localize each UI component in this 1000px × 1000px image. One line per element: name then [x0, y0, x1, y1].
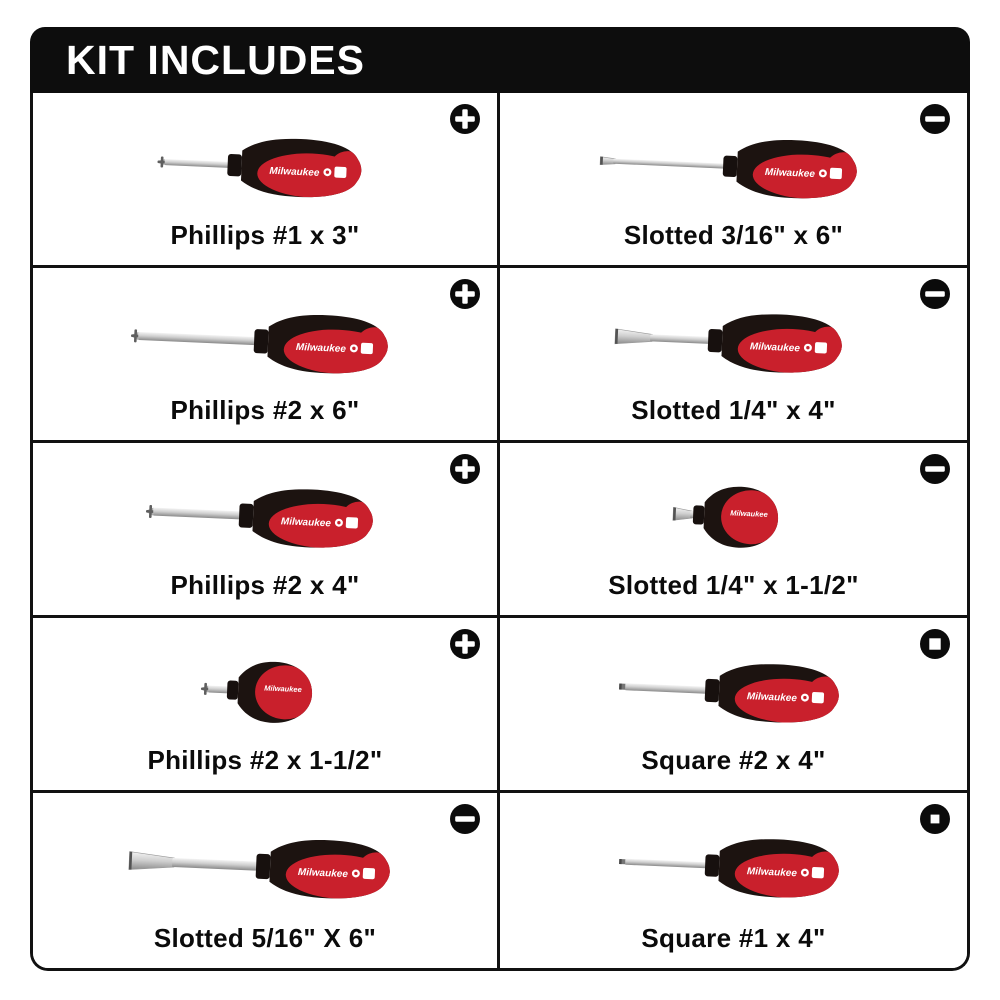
kit-item-cell	[33, 93, 500, 268]
slotted-minus-icon	[920, 279, 950, 309]
svg-text:Milwaukee: Milwaukee	[269, 165, 320, 179]
phillips-plus-icon	[450, 629, 480, 659]
phillips-plus-icon	[450, 279, 480, 309]
item-label: Phillips #2 x 1-1/2"	[147, 745, 383, 775]
svg-text:Milwaukee: Milwaukee	[764, 166, 815, 181]
kit-item-cell	[500, 443, 967, 618]
item-label: Square #2 x 4"	[641, 745, 826, 775]
kit-panel	[30, 27, 970, 971]
screwdriver-image	[669, 448, 799, 590]
phillips-plus-icon	[450, 454, 480, 484]
svg-text:Milwaukee: Milwaukee	[746, 866, 797, 880]
phillips-plus-icon	[450, 104, 480, 134]
kit-item-cell	[500, 793, 967, 968]
slotted-minus-icon	[920, 454, 950, 484]
header-title: KIT INCLUDES	[66, 36, 365, 83]
kit-item-cell	[33, 443, 500, 618]
kit-item-cell	[500, 93, 967, 268]
kit-item-cell	[500, 618, 967, 793]
square-2-icon	[920, 629, 950, 659]
item-label: Phillips #1 x 3"	[170, 220, 360, 250]
kit-items-grid	[30, 93, 970, 971]
item-label: Slotted 1/4" x 4"	[631, 395, 836, 425]
kit-item-cell	[500, 268, 967, 443]
square-1-icon	[920, 804, 950, 834]
kit-includes-header	[30, 27, 970, 93]
item-label: Phillips #2 x 4"	[170, 570, 360, 600]
screwdriver-image	[125, 795, 405, 944]
svg-text:Milwaukee: Milwaukee	[749, 341, 800, 355]
svg-text:Milwaukee: Milwaukee	[280, 516, 332, 530]
slotted-minus-icon	[450, 804, 480, 834]
svg-text:Milwaukee: Milwaukee	[264, 683, 302, 695]
kit-item-cell	[33, 618, 500, 793]
kit-item-cell	[33, 793, 500, 968]
screwdriver-image	[614, 795, 854, 942]
svg-text:Milwaukee: Milwaukee	[297, 866, 349, 881]
slotted-minus-icon	[920, 104, 950, 134]
svg-text:Milwaukee: Milwaukee	[746, 691, 797, 705]
item-label: Slotted 5/16" X 6"	[153, 923, 377, 953]
kit-item-cell	[33, 268, 500, 443]
item-label: Slotted 1/4" x 1-1/2"	[608, 570, 859, 600]
svg-text:Milwaukee: Milwaukee	[295, 341, 347, 356]
item-label: Phillips #2 x 6"	[170, 395, 360, 425]
screwdriver-image	[197, 623, 333, 766]
item-label: Square #1 x 4"	[641, 923, 826, 953]
svg-text:Milwaukee: Milwaukee	[729, 508, 768, 519]
item-label: Slotted 3/16" x 6"	[623, 220, 844, 250]
